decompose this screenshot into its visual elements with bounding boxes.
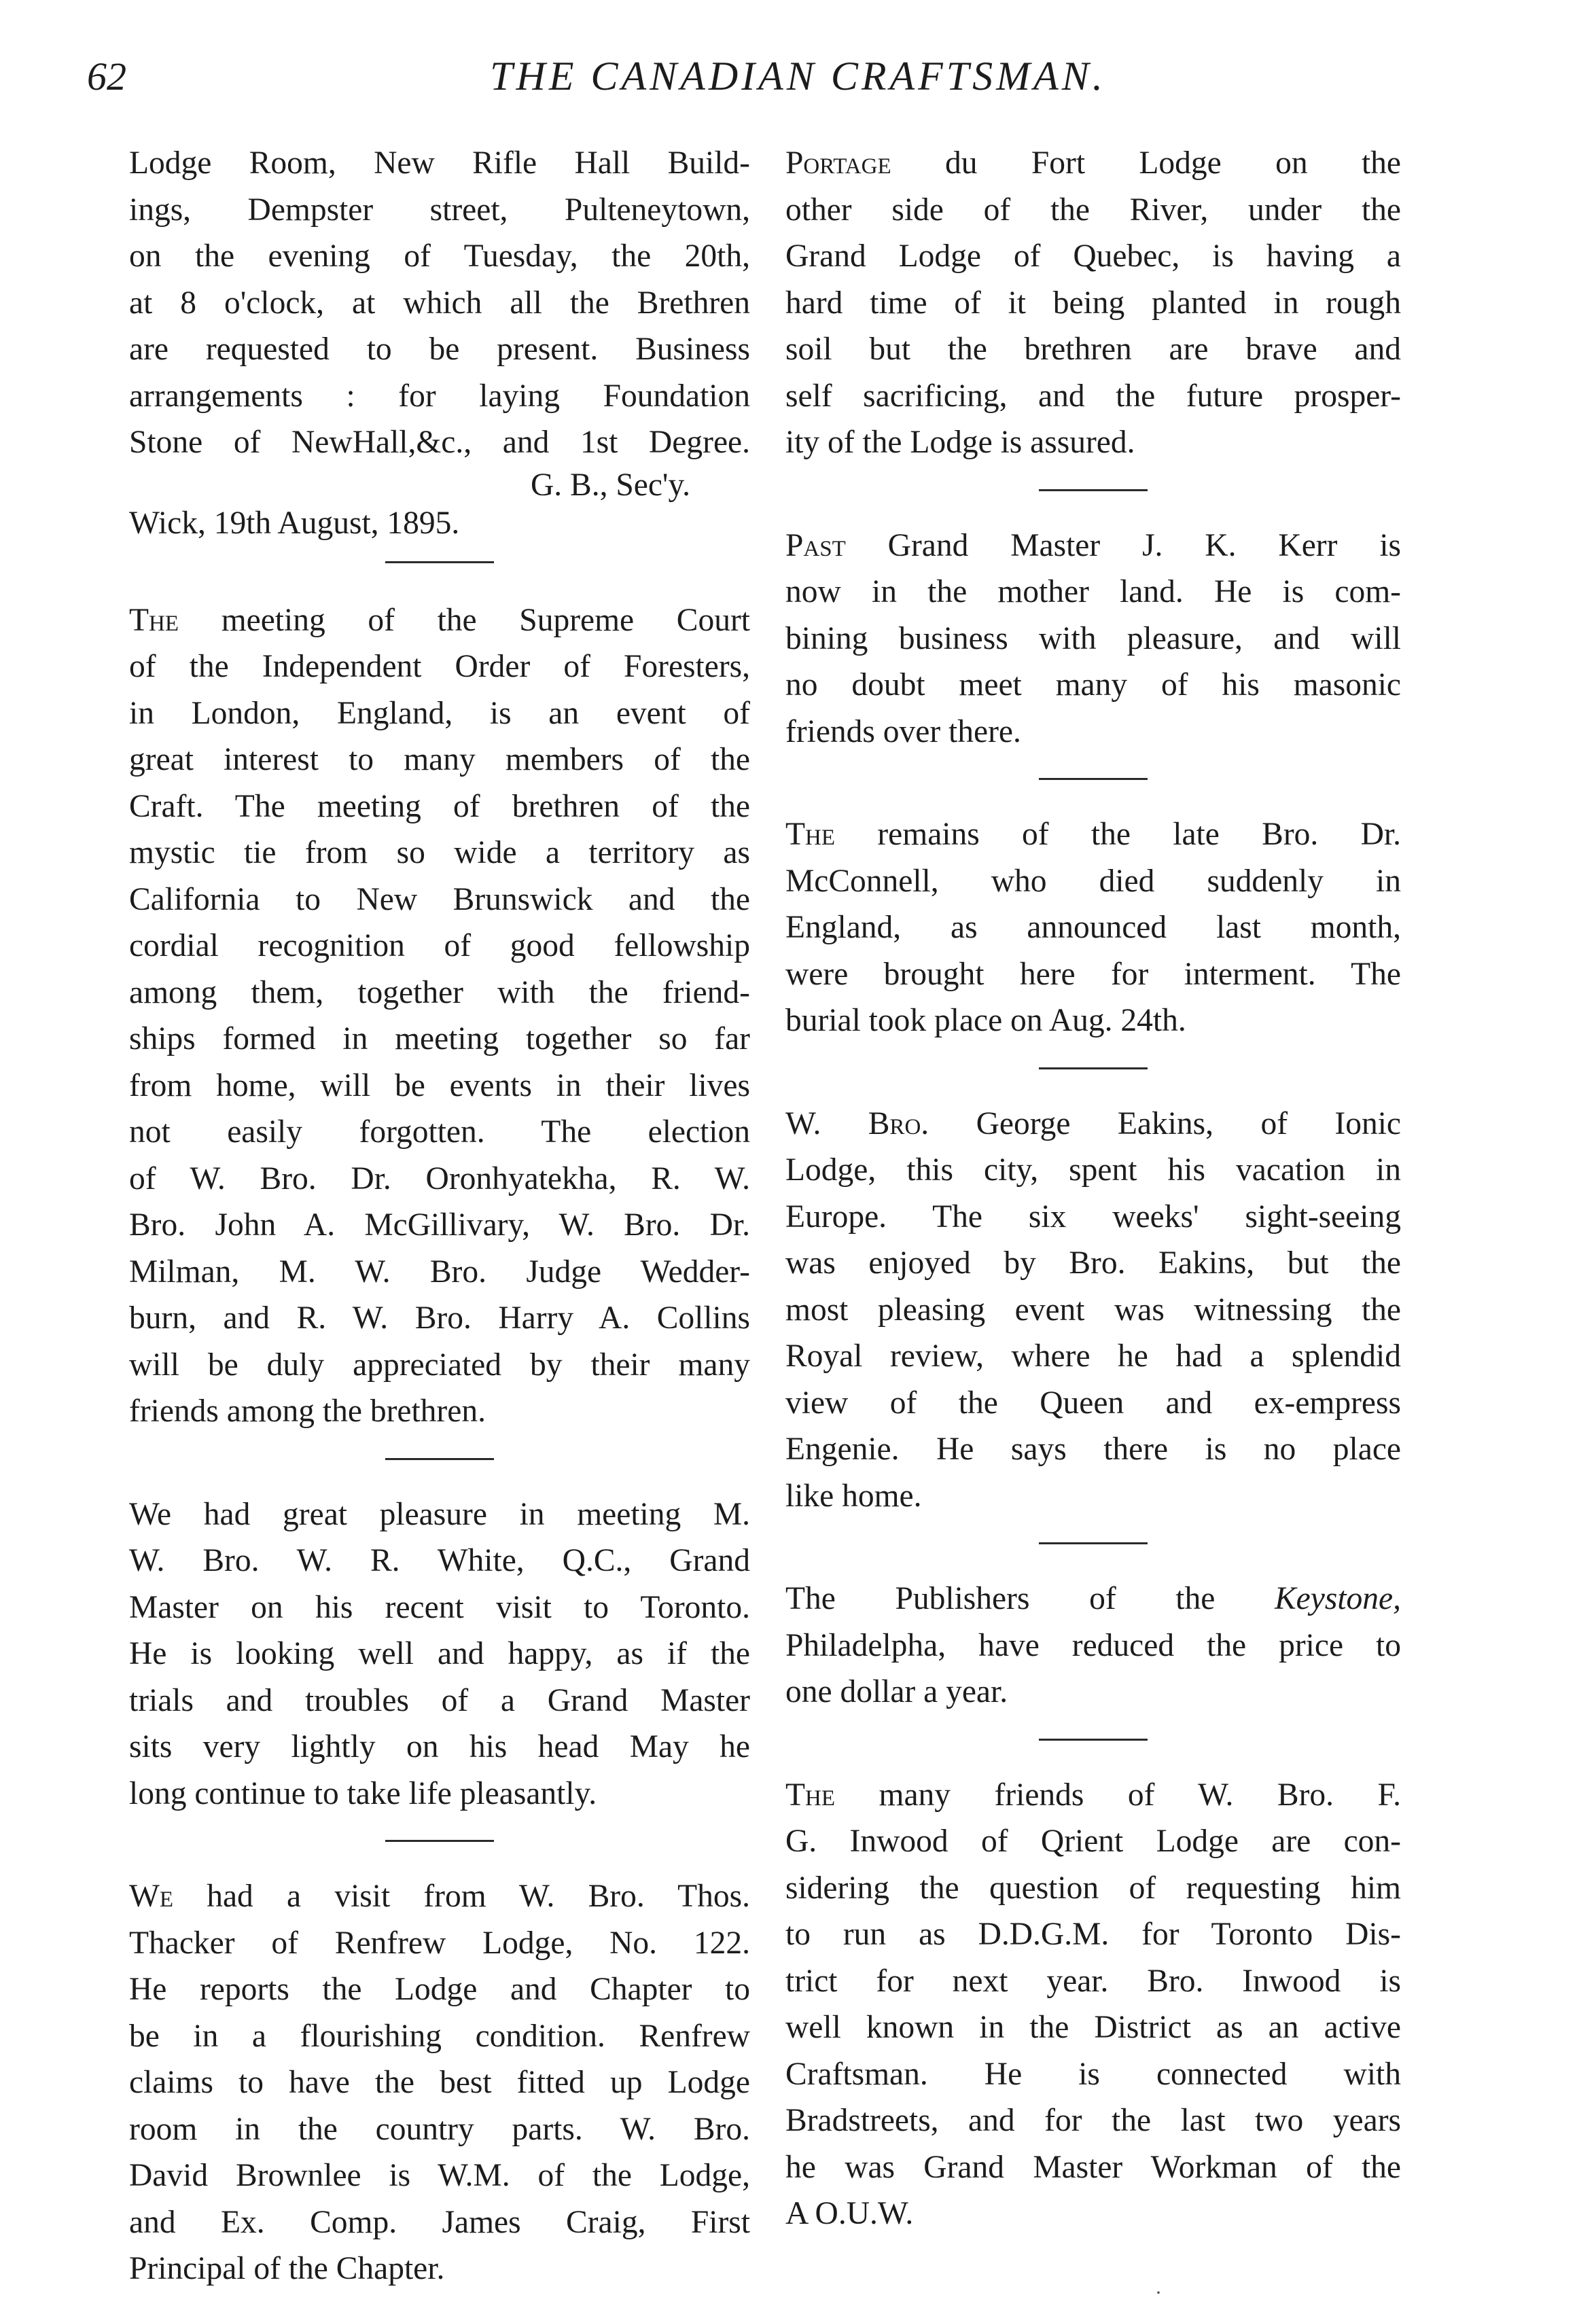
text-line: Stone of NewHall,&c., and 1st Degree.: [129, 425, 750, 460]
text-line: Bro. John A. McGillivary, W. Bro. Dr.: [129, 1207, 750, 1243]
text-line: on the evening of Tuesday, the 20th,: [129, 238, 750, 274]
text-line: Craftsman. He is connected with: [785, 2056, 1401, 2092]
text-line: George Eakins, of Ionic: [976, 1105, 1402, 1141]
text-line: in London, England, is an event of: [129, 695, 750, 731]
text-line: was enjoyed by Bro. Eakins, but the: [785, 1245, 1401, 1281]
text-line: of W. Bro. Dr. Oronhyatekha, R. W.: [129, 1160, 750, 1196]
text-line: Master on his recent visit to Toronto.: [129, 1589, 750, 1625]
kerr-paragraph: [785, 522, 1401, 756]
text-line: had a visit from W. Bro. Thos.: [207, 1879, 750, 1914]
inwood-paragraph: [785, 1772, 1401, 2237]
section-rule: [1039, 1739, 1148, 1741]
text-line: to run as D.D.G.M. for Toronto Dis-: [785, 1917, 1401, 1952]
text-line: cordial recognition of good fellowship: [129, 928, 750, 963]
text-line: Grand Master J. K. Kerr is: [887, 527, 1401, 563]
text-line: We had great pleasure in meeting M.: [129, 1496, 750, 1532]
text-line: Lodge Room, New Rifle Hall Build-: [129, 145, 750, 181]
text-line: will be duly appreciated by their many: [129, 1347, 750, 1383]
text-line: well known in the District as an active: [785, 2010, 1401, 2045]
text-line: California to New Brunswick and the: [129, 881, 750, 917]
text-line: claims to have the best fitted up Lodge: [129, 2065, 750, 2100]
text-line: Grand Lodge of Quebec, is having a: [785, 238, 1401, 274]
section-rule: [1039, 778, 1148, 780]
print-speck: ·: [1155, 2282, 1162, 2304]
text-line: Europe. The six weeks' sight-seeing: [785, 1199, 1401, 1235]
text-line: The Publishers of the: [785, 1581, 1216, 1616]
text-line: He reports the Lodge and Chapter to: [129, 1972, 750, 2007]
lead-word: Portage: [785, 145, 891, 181]
keystone-paragraph: [785, 1576, 1401, 1716]
text-line: burn, and R. W. Bro. Harry A. Collins: [129, 1300, 750, 1336]
text-line: arrangements : for laying Foundation: [129, 378, 750, 414]
text-line: du Fort Lodge on the: [945, 145, 1402, 181]
text-line: ity of the Lodge is assured.: [785, 425, 1135, 460]
text-line: hard time of it being planted in rough: [785, 285, 1401, 321]
foresters-paragraph: [129, 597, 750, 1435]
text-line: mystic tie from so wide a territory as: [129, 835, 750, 870]
lead-word: W. Bro.: [785, 1105, 929, 1141]
lead-word: The: [129, 602, 179, 638]
text-line: self sacrificing, and the future prosper-: [785, 378, 1401, 414]
text-line: at 8 o'clock, at which all the Brethren: [129, 285, 750, 321]
secretary-signature: G. B., Sec'y.: [530, 467, 690, 503]
text-line: he was Grand Master Workman of the: [785, 2149, 1401, 2185]
text-line: from home, will be events in their lives: [129, 1067, 750, 1103]
text-line: A O.U.W.: [785, 2196, 914, 2231]
right-column: [785, 140, 1401, 2237]
text-line: friends over there.: [785, 713, 1021, 749]
text-line: sits very lightly on his head May he: [129, 1729, 750, 1764]
dateline: Wick, 19th August, 1895.: [129, 505, 460, 541]
text-line: soil but the brethren are brave and: [785, 332, 1401, 367]
text-line: G. Inwood of Qrient Lodge are con-: [785, 1824, 1401, 1859]
text-line: one dollar a year.: [785, 1674, 1008, 1709]
text-line: Engenie. He says there is no place: [785, 1432, 1401, 1467]
text-line: ships formed in meeting together so far: [129, 1021, 750, 1057]
text-line: meeting of the Supreme Court: [221, 602, 750, 638]
text-line: now in the mother land. He is com-: [785, 574, 1401, 609]
text-line: David Brownlee is W.M. of the Lodge,: [129, 2158, 750, 2193]
portage-paragraph: [785, 140, 1401, 466]
text-line: friends among the brethren.: [129, 1393, 486, 1429]
text-line: view of the Queen and ex-empress: [785, 1385, 1401, 1421]
text-line: were brought here for interment. The: [785, 956, 1401, 992]
notice-paragraph: [129, 140, 750, 466]
text-line: trials and troubles of a Grand Master: [129, 1682, 750, 1718]
text-line: McConnell, who died suddenly in: [785, 863, 1401, 899]
text-line: Thacker of Renfrew Lodge, No. 122.: [129, 1925, 750, 1961]
text-line: are requested to be present. Business: [129, 332, 750, 367]
text-line: Royal review, where he had a splendid: [785, 1338, 1401, 1374]
text-line: room in the country parts. W. Bro.: [129, 2111, 750, 2147]
text-line: Lodge, this city, spent his vacation in: [785, 1152, 1401, 1188]
lead-word: The: [785, 817, 836, 852]
text-line: other side of the River, under the: [785, 192, 1401, 228]
text-line: be in a flourishing condition. Renfrew: [129, 2018, 750, 2054]
text-line: no doubt meet many of his masonic: [785, 667, 1401, 703]
white-paragraph: [129, 1491, 750, 1817]
text-line: great interest to many members of the: [129, 742, 750, 777]
text-line: many friends of W. Bro. F.: [879, 1777, 1401, 1813]
section-rule: [1039, 1067, 1148, 1069]
text-line: and Ex. Comp. James Craig, First: [129, 2204, 750, 2240]
text-line: like home.: [785, 1478, 922, 1514]
left-column: [129, 140, 750, 2292]
section-rule: [385, 561, 494, 563]
section-rule: [385, 1840, 494, 1842]
publication-title: Keystone,: [1275, 1581, 1401, 1616]
text-line: most pleasing event was witnessing the: [785, 1292, 1401, 1328]
eakins-paragraph: [785, 1101, 1401, 1520]
section-rule: [1039, 1542, 1148, 1544]
lead-word: We: [129, 1879, 173, 1914]
text-line: not easily forgotten. The election: [129, 1114, 750, 1150]
text-line: Bradstreets, and for the last two years: [785, 2103, 1401, 2138]
text-line: Philadelpha, have reduced the price to: [785, 1627, 1401, 1663]
text-line: He is looking well and happy, as if the: [129, 1636, 750, 1671]
running-title: THE CANADIAN CRAFTSMAN.: [490, 54, 1106, 99]
text-line: W. Bro. W. R. White, Q.C., Grand: [129, 1543, 750, 1578]
page-number: 62: [87, 54, 126, 99]
text-line: Craft. The meeting of brethren of the: [129, 788, 750, 824]
thacker-paragraph: [129, 1873, 750, 2292]
text-line: Milman, M. W. Bro. Judge Wedder-: [129, 1254, 750, 1290]
text-line: among them, together with the friend-: [129, 974, 750, 1010]
text-line: bining business with pleasure, and will: [785, 620, 1401, 656]
text-line: trict for next year. Bro. Inwood is: [785, 1963, 1401, 1999]
text-line: sidering the question of requesting him: [785, 1870, 1401, 1906]
text-line: remains of the late Bro. Dr.: [877, 817, 1401, 852]
lead-word: Past: [785, 527, 846, 563]
text-line: of the Independent Order of Foresters,: [129, 649, 750, 684]
section-rule: [1039, 489, 1148, 491]
text-line: England, as announced last month,: [785, 910, 1401, 945]
lead-word: The: [785, 1777, 836, 1813]
text-line: long continue to take life pleasantly.: [129, 1775, 597, 1811]
text-line: ings, Dempster street, Pulteneytown,: [129, 192, 750, 228]
text-line: burial took place on Aug. 24th.: [785, 1003, 1186, 1038]
mcconnell-paragraph: [785, 811, 1401, 1044]
meeting-notice: [129, 140, 750, 542]
text-line: Principal of the Chapter.: [129, 2251, 445, 2286]
notice-signoff: [129, 466, 750, 542]
section-rule: [385, 1458, 494, 1460]
